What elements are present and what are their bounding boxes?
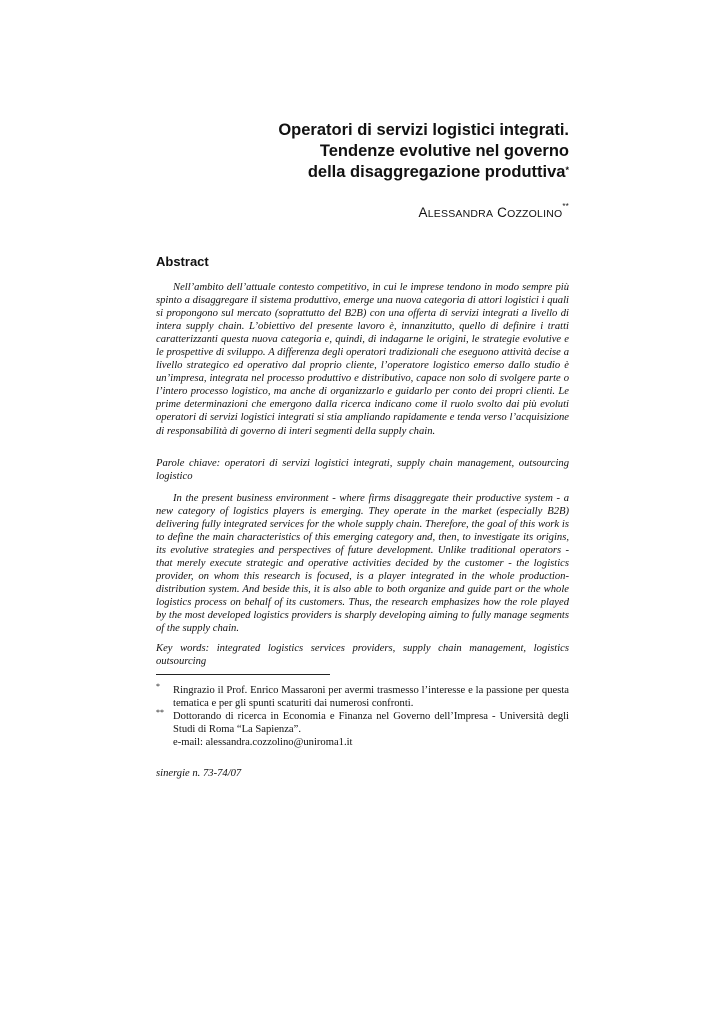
abstract-italian: Nell’ambito dell’attuale contesto competitivo, in cui le imprese tendono in modo sempre più spinto a disaggregare il sistema produttivo, emerge una nuova categoria di attori logistici i quali si propongono sul mercato (soprattutto del B2B) con una offerta di servizi integrati a livello di intera supply chain. L’obiettivo del presente lavoro è, innanzitutto, quello di definire i tratti caratterizzanti questa nuova categoria e, quindi, di indagarne le origini, le strategie evolutive e le prospettive di sviluppo. A differenza degli operatori tradizionali che eseguono attività decise a livello strategico ed operativo dal proprio cliente, l’operatore logistico emerso dallo studio è un’impresa, integrata nel processo produttivo e distributivo, capace non solo di svolgere parte o l’intero processo logistico, ma anche di organizzarlo e guidarlo per conto dei propri clienti. Le prime determinazioni che emergono dalla ricerca indicano come il ruolo svolto dai più evoluti operatori di servizi logistici integrati si stia ampliando rapidamente e tenda verso l’acquisizione di responsabilità di governo di interi segmenti della supply chain. <box>156 282 569 437</box>
author-footnote-mark: ** <box>562 202 569 211</box>
author-name <box>418 202 569 220</box>
keywords-italian: Parole chiave: operatori di servizi logistici integrati, supply chain management, outsourcing logistico <box>156 458 569 483</box>
footnote-1-mark: * <box>156 682 160 691</box>
title-footnote-mark: * <box>565 165 569 175</box>
abstract-english: In the present business environment - where firms disaggregate their productive system - a new category of logistics players is emerging. They operate in the market (especially B2B) delivering fully integrated services for the whole supply chain. Therefore, the goal of this work is to define the main characteristics of this emerging category and, then, to investigate its origins, its evolutive strategies and perspectives of future development. Unlike traditional operators - that merely execute strategic and operative activities decided by the customer - the logistics provider, on whom this research is focused, is a player integrated in the whole production-distribution system. And beside this, it is also able to both organize and guide part or the whole logistics process on behalf of its customers. Thus, the research emphasizes how the role played by the most developed logistics providers is sharply developing aiming to fully manage segments of the supply chain. <box>156 493 569 635</box>
keywords-english: Key words: integrated logistics services providers, supply chain management, logistics outsourcing <box>156 643 569 668</box>
title-line-3 <box>278 162 569 183</box>
abstract-heading: Abstract <box>156 254 209 269</box>
footnote-1-text: Ringrazio il Prof. Enrico Massaroni per avermi trasmesso l’interesse e la passione per questa tematica e per gli spunti scaturiti dai numerosi confronti. <box>173 685 569 710</box>
title-line-1: Operatori di servizi logistici integrati. <box>278 121 569 139</box>
footnote-2-email: e-mail: alessandra.cozzolino@uniroma1.it <box>173 737 353 749</box>
footnote-1 <box>156 684 569 710</box>
footnote-2-text: Dottorando di ricerca in Economia e Finanza nel Governo dell’Impresa - Università degli Studi di Roma “La Sapienza”. <box>173 711 569 736</box>
footnote-divider <box>156 674 330 675</box>
title-line-2: Tendenze evolutive nel governo <box>319 142 569 160</box>
footnote-2-mark: ** <box>156 708 164 717</box>
journal-footer: sinergie n. 73-74/07 <box>156 768 242 779</box>
author-first-initial: A <box>418 205 428 220</box>
author-last-rest: OZZOLINO <box>507 208 563 220</box>
title-line-3-text: della disaggregazione produttiva <box>307 163 566 181</box>
footnote-2 <box>156 710 569 750</box>
author-last-initial: C <box>497 205 508 220</box>
author-first-rest: LESSANDRA <box>427 208 494 220</box>
paper-title <box>278 120 569 183</box>
